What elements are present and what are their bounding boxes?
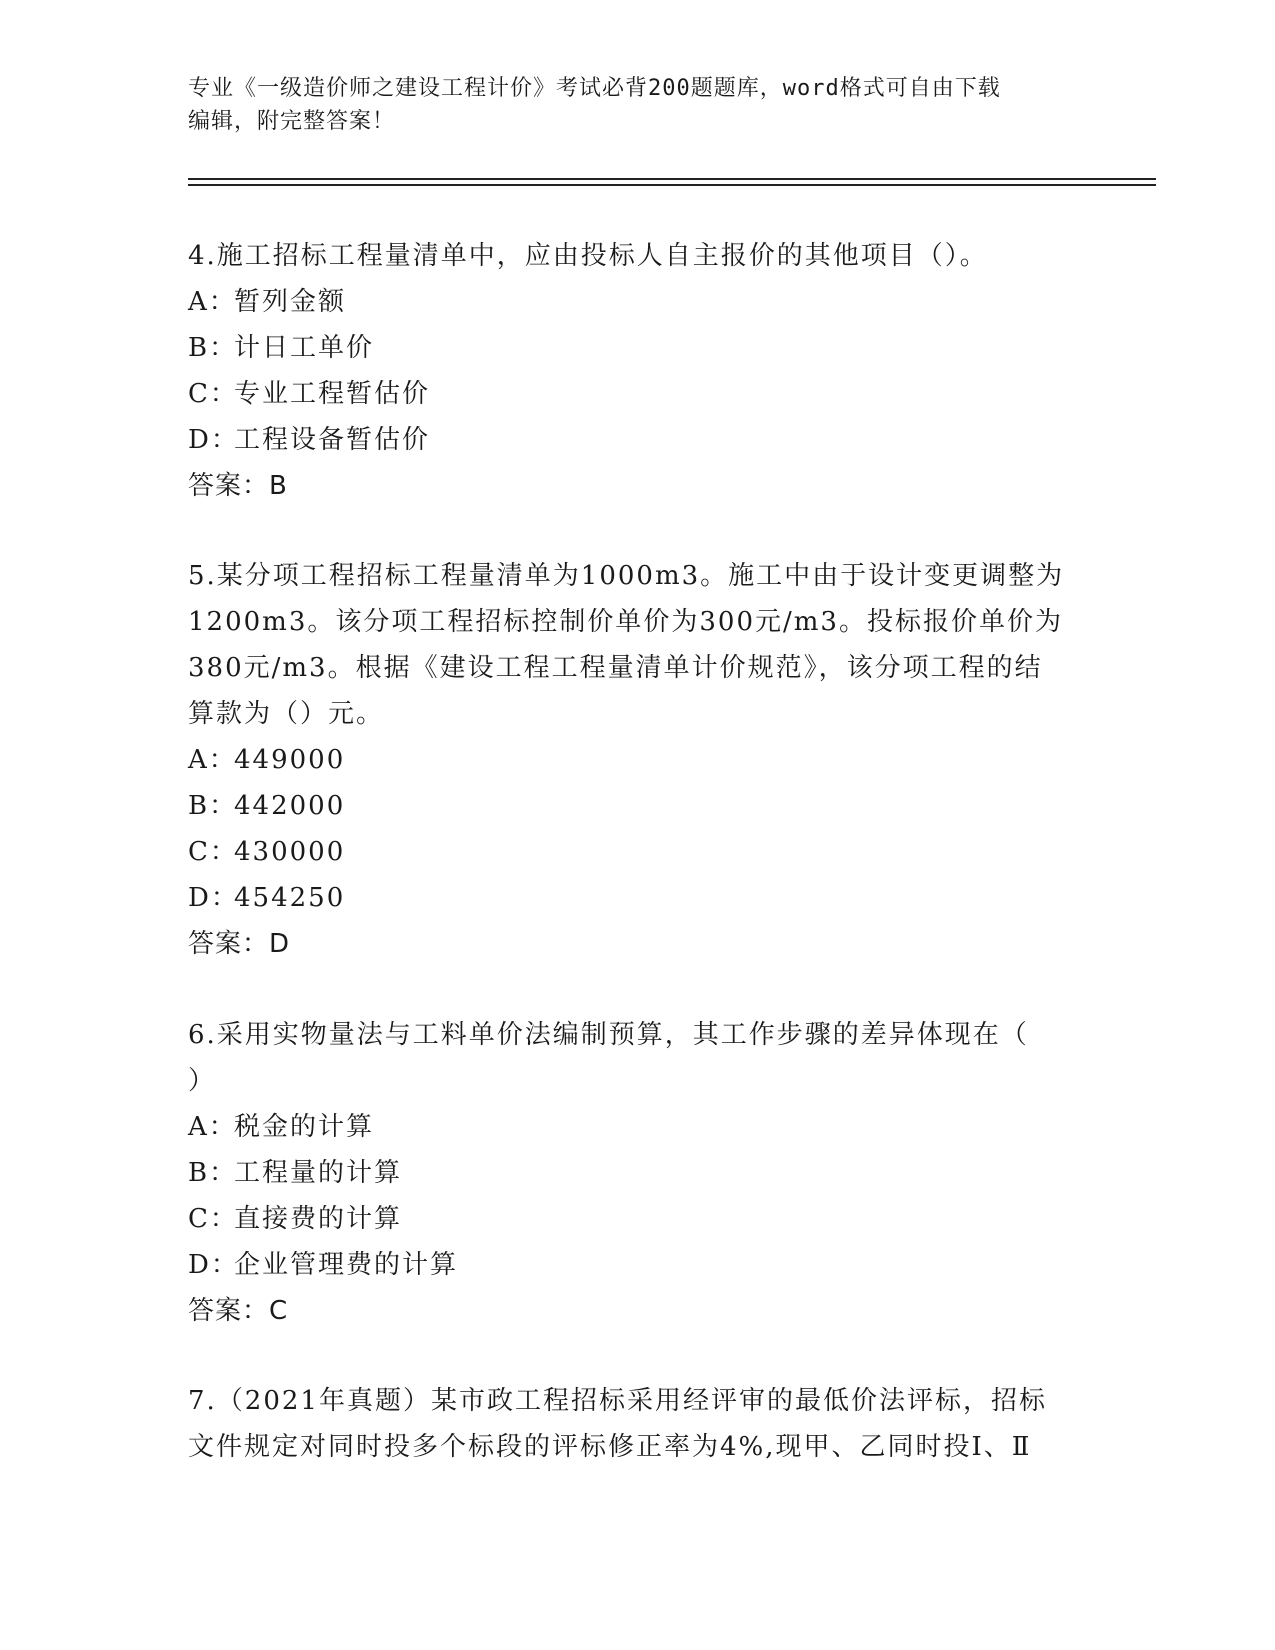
option-c — [188, 371, 1088, 417]
document-header — [188, 72, 1088, 138]
question-6 — [188, 1012, 1088, 1334]
question-text-line: 1200m3。该分项工程招标控制价单价为300元/m3。投标报价单价为 — [188, 607, 1063, 637]
question-5 — [188, 553, 1088, 967]
answer-label: 答案：C — [188, 1296, 289, 1326]
option-key: C： — [188, 837, 238, 867]
option-key: D： — [188, 425, 239, 455]
option-key: C： — [188, 379, 238, 409]
question-4 — [188, 233, 1088, 509]
header-divider-bottom — [188, 184, 1156, 186]
question-7 — [188, 1378, 1088, 1470]
option-key: D： — [188, 883, 239, 913]
option-text: 专业工程暂估价 — [234, 379, 431, 409]
option-c — [188, 1196, 1088, 1242]
option-key: A： — [188, 287, 237, 317]
question-text-line: 6.采用实物量法与工料单价法编制预算，其工作步骤的差异体现在（ — [188, 1020, 1029, 1050]
option-text: 工程量的计算 — [234, 1158, 403, 1188]
option-key: B： — [188, 791, 238, 821]
answer-label: 答案：D — [188, 929, 291, 959]
question-text-line: 4.施工招标工程量清单中，应由投标人自主报价的其他项目（）。 — [188, 241, 988, 271]
question-text-line: ） — [188, 1066, 217, 1096]
option-text: 直接费的计算 — [234, 1204, 403, 1234]
option-a — [188, 737, 1088, 783]
option-key: A： — [188, 745, 237, 775]
option-text: 暂列金额 — [234, 287, 347, 317]
question-text — [188, 1378, 1078, 1470]
option-key: D： — [188, 1250, 239, 1280]
answer-label: 答案：B — [188, 471, 288, 501]
option-text: 449000 — [234, 745, 346, 775]
question-text-line: 7.（2021年真题）某市政工程招标采用经评审的最低价法评标，招标 — [188, 1386, 1047, 1416]
header-line-1: 专业《一级造价师之建设工程计价》考试必背200题题库，word格式可自由下载 — [188, 76, 1001, 101]
option-text: 454250 — [234, 883, 346, 913]
header-line-2: 编辑，附完整答案！ — [188, 109, 396, 134]
option-text: 计日工单价 — [234, 333, 375, 363]
option-text: 企业管理费的计算 — [234, 1250, 459, 1280]
option-c — [188, 829, 1088, 875]
option-text: 430000 — [234, 837, 346, 867]
question-text-line: 5.某分项工程招标工程量清单为1000m3。施工中由于设计变更调整为 — [188, 561, 1065, 591]
option-key: A： — [188, 1112, 237, 1142]
option-key: B： — [188, 1158, 238, 1188]
header-divider-top — [188, 178, 1156, 180]
option-a — [188, 1104, 1088, 1150]
question-text-line: 算款为（）元。 — [188, 699, 385, 729]
option-b — [188, 783, 1088, 829]
option-text: 442000 — [234, 791, 346, 821]
option-key: B： — [188, 333, 238, 363]
option-d — [188, 1242, 1088, 1288]
option-b — [188, 325, 1088, 371]
question-text — [188, 1012, 1078, 1104]
option-d — [188, 417, 1088, 463]
option-a — [188, 279, 1088, 325]
question-text-line: 380元/m3。根据《建设工程工程量清单计价规范》，该分项工程的结 — [188, 653, 1043, 683]
option-key: C： — [188, 1204, 238, 1234]
question-text — [188, 233, 1078, 279]
option-d — [188, 875, 1088, 921]
question-text — [188, 553, 1078, 737]
option-text: 税金的计算 — [234, 1112, 375, 1142]
question-text-line: 文件规定对同时投多个标段的评标修正率为4%,现甲、乙同时投Ⅰ、Ⅱ — [188, 1432, 1032, 1462]
option-text: 工程设备暂估价 — [234, 425, 431, 455]
option-b — [188, 1150, 1088, 1196]
